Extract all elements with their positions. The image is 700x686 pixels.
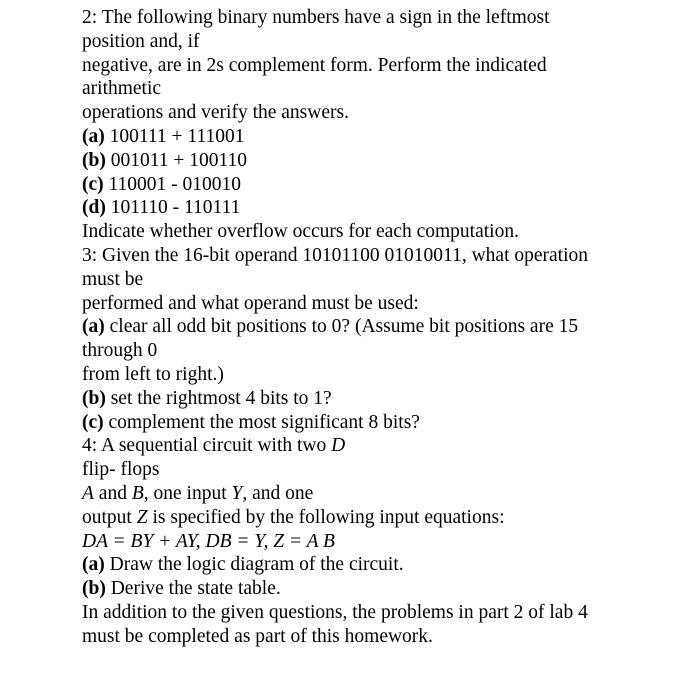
q2-part-c-label: (c) bbox=[82, 173, 104, 195]
q4-and-text: and bbox=[93, 482, 132, 504]
q2-part-c bbox=[82, 173, 682, 197]
footer-line-1: In addition to the given questions, the problems in part 2 of lab 4 bbox=[82, 601, 588, 623]
q3-part-a-label: (a) bbox=[82, 316, 105, 338]
q3-part-a-cont-2: from left to right.) bbox=[82, 363, 224, 385]
q3-part-b-label: (b) bbox=[82, 387, 106, 409]
q4-part-b-label: (b) bbox=[82, 578, 106, 600]
q2-part-a-text: 100111 + 111001 bbox=[104, 125, 245, 147]
q4-var-b: B bbox=[131, 482, 144, 504]
q2-part-a bbox=[82, 125, 682, 149]
q4-intro-line-4 bbox=[82, 506, 682, 530]
q3-intro-line-3: performed and what operand must be used: bbox=[82, 292, 419, 314]
q2-part-d bbox=[82, 196, 682, 220]
homework-document bbox=[82, 6, 682, 649]
footer-line-2: must be completed as part of this homework. bbox=[82, 625, 433, 647]
q2-part-b bbox=[82, 149, 682, 173]
q4-var-y: Y bbox=[231, 482, 243, 504]
q2-intro-line-2: position and, if bbox=[82, 30, 200, 52]
q3-part-b-text: set the rightmost 4 bits to 1? bbox=[105, 387, 332, 409]
q4-part-b bbox=[82, 577, 682, 601]
q3-part-a-cont-1: through 0 bbox=[82, 340, 158, 362]
q3-part-c-text: complement the most significant 8 bits? bbox=[103, 411, 420, 433]
q2-intro-line-3: negative, are in 2s complement form. Perform the indicated bbox=[82, 54, 547, 76]
q4-var-z: Z bbox=[136, 506, 148, 528]
q2-closing: Indicate whether overflow occurs for each computation. bbox=[82, 221, 519, 243]
q4-intro-line-2: flip- flops bbox=[82, 459, 160, 481]
q4-output-text: output bbox=[82, 506, 137, 528]
q4-part-b-text: Derive the state table. bbox=[105, 578, 281, 600]
q2-part-c-text: 110001 - 010010 bbox=[103, 173, 242, 195]
q2-part-b-text: 001011 + 100110 bbox=[105, 149, 248, 171]
q3-part-b bbox=[82, 387, 682, 411]
q2-intro-line-1: 2: The following binary numbers have a sign in the leftmost bbox=[82, 7, 550, 28]
q2-part-b-label: (b) bbox=[82, 149, 106, 171]
q3-part-a bbox=[82, 315, 682, 339]
q4-part-a-label: (a) bbox=[82, 554, 105, 576]
q4-intro-line-3 bbox=[82, 482, 682, 506]
q2-part-d-text: 101110 - 110111 bbox=[105, 197, 241, 219]
q4-intro-line-1 bbox=[82, 434, 682, 458]
q4-var-d: D bbox=[331, 435, 346, 457]
q3-part-c-label: (c) bbox=[82, 411, 104, 433]
q4-spec-text: is specified by the following input equations: bbox=[147, 506, 505, 528]
q4-and-one-text: , and one bbox=[242, 482, 314, 504]
q3-part-a-text: clear all odd bit positions to 0? (Assume bit positions are 15 bbox=[104, 316, 579, 338]
q4-intro-text: 4: A sequential circuit with two bbox=[82, 435, 332, 457]
q4-part-a bbox=[82, 553, 682, 577]
q2-part-a-label: (a) bbox=[82, 125, 105, 147]
q4-part-a-text: Draw the logic diagram of the circuit. bbox=[104, 554, 404, 576]
q4-input-text: , one input bbox=[143, 482, 232, 504]
q3-intro-line-2: must be bbox=[82, 268, 144, 290]
q4-var-a: A bbox=[82, 482, 94, 504]
q2-intro-line-4: arithmetic bbox=[82, 78, 162, 100]
q2-part-d-label: (d) bbox=[82, 197, 106, 219]
q3-intro-line-1: 3: Given the 16-bit operand 10101100 01010011, what operation bbox=[82, 244, 589, 266]
q4-equation bbox=[82, 530, 682, 554]
q3-part-c bbox=[82, 411, 682, 435]
q2-intro-line-5: operations and verify the answers. bbox=[82, 102, 349, 124]
q4-equation-text: DA = BY + AY, DB = Y, Z = A B bbox=[82, 530, 335, 552]
